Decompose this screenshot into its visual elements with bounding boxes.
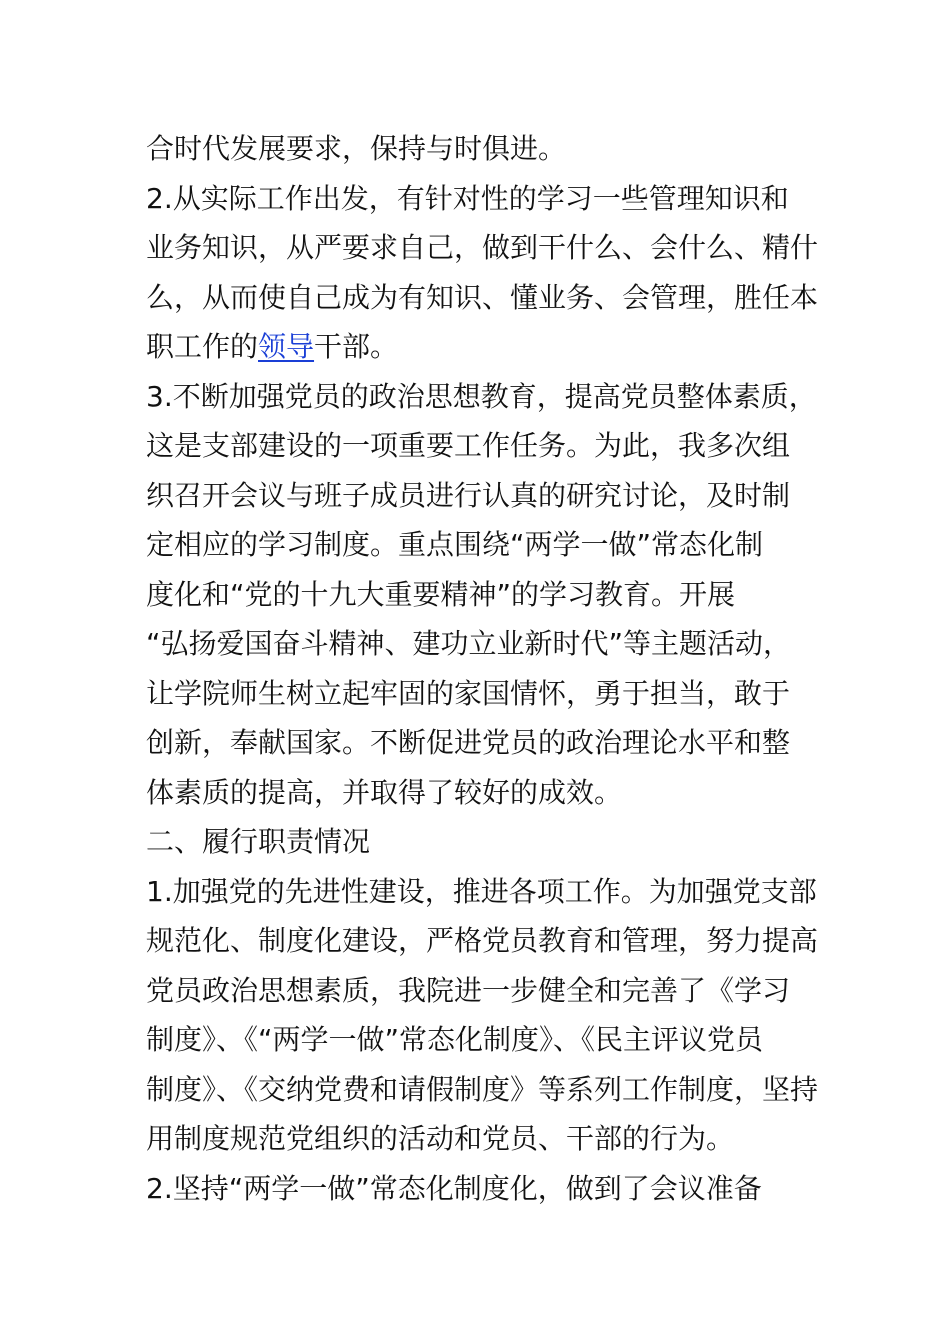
text-line: 定相应的学习制度。重点围绕“两学一做”常态化制 [146, 528, 764, 561]
text-line: 创新，奉献国家。不断促进党员的政治理论水平和整 [146, 726, 791, 759]
text-line-with-link [146, 322, 810, 372]
text-line: 业务知识，从严要求自己，做到干什么、会什么、精什 [146, 231, 819, 264]
text-line: “弘扬爱国奋斗精神、建功立业新时代”等主题活动， [146, 627, 792, 660]
text-line: 么，从而使自己成为有知识、懂业务、会管理，胜任本 [146, 280, 819, 314]
text-line: 制度》、《交纳党费和请假制度》等系列工作制度，坚持 [146, 1072, 819, 1106]
link-line-suffix: 干部。 [314, 330, 399, 363]
text-line: 3.不断加强党员的政治思想教育，提高党员整体素质， [146, 379, 817, 413]
text-line: 织召开会议与班子成员进行认真的研究讨论，及时制 [146, 478, 791, 512]
text-line: 合时代发展要求，保持与时俱进。 [146, 132, 567, 165]
text-line: 制度》、《“两学一做”常态化制度》、《民主评议党员 [146, 1023, 764, 1056]
text-line: 体素质的提高，并取得了较好的成效。 [146, 775, 623, 809]
text-line: 规范化、制度化建设，严格党员教育和管理，努力提高 [146, 924, 819, 957]
text-line: 2.从实际工作出发，有针对性的学习一些管理知识和 [146, 181, 789, 215]
text-line: 这是支部建设的一项重要工作任务。为此，我多次组 [146, 429, 791, 462]
text-line: 用制度规范党组织的活动和党员、干部的行为。 [146, 1122, 735, 1155]
text-line: 1.加强党的先进性建设，推进各项工作。为加强党支部 [146, 874, 817, 908]
text-line: 2.坚持“两学一做”常态化制度化，做到了会议准备 [146, 1171, 762, 1205]
document-body [146, 124, 819, 1213]
text-line: 让学院师生树立起牢固的家国情怀，勇于担当，敢于 [146, 676, 791, 710]
text-line: 党员政治思想素质，我院进一步健全和完善了《学习 [146, 973, 791, 1007]
text-line: 度化和“党的十九大重要精神”的学习教育。开展 [146, 577, 736, 611]
section-heading: 二、履行职责情况 [146, 825, 371, 858]
link-line-prefix: 职工作的 [146, 330, 259, 363]
leader-link[interactable]: 领导 [258, 330, 315, 363]
